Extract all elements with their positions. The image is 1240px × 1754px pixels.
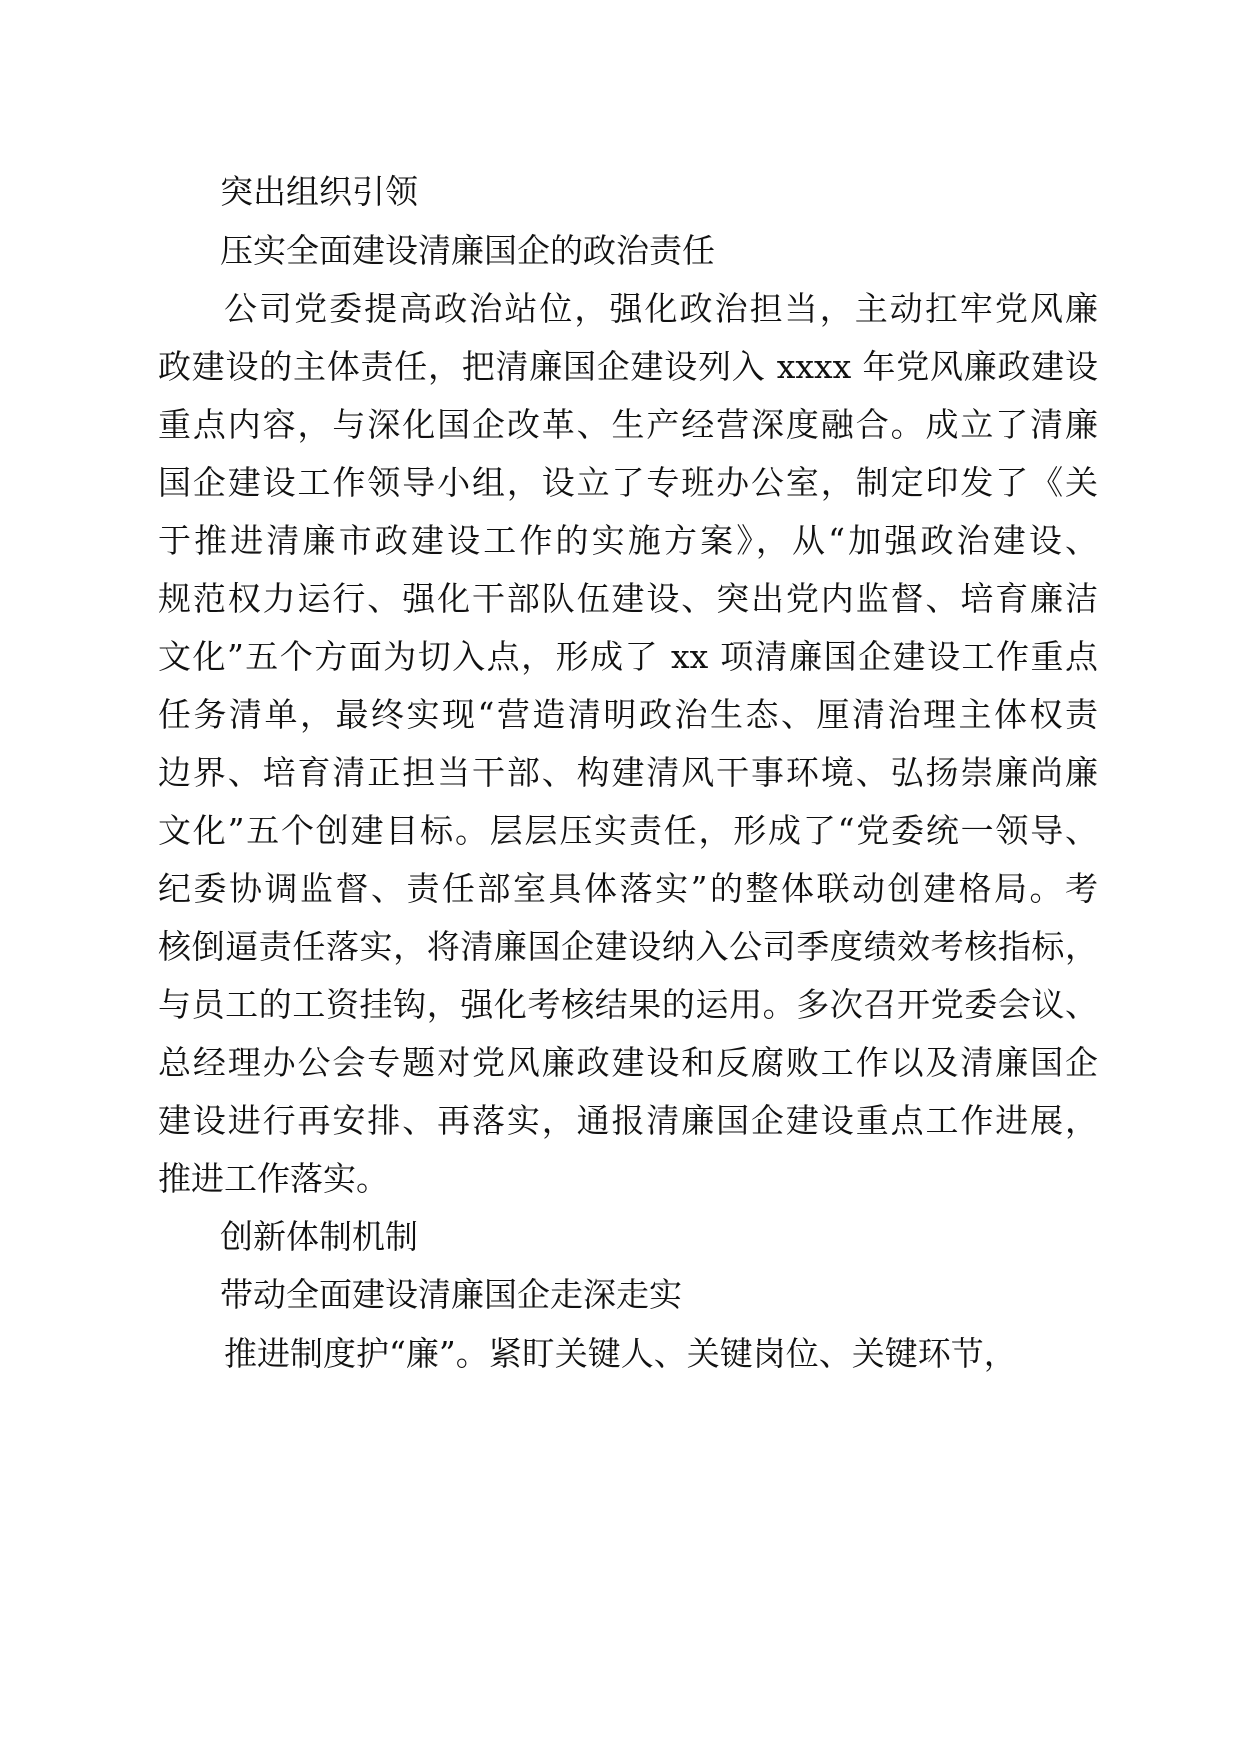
paragraph-line: 文化”五个方面为切入点，形成了 xx 项清廉国企建设工作重点 <box>158 637 1098 676</box>
section-heading-innovation-mechanism: 创新体制机制 <box>220 1217 418 1256</box>
section-heading-organization-lead: 突出组织引领 <box>220 172 418 211</box>
paragraph-line: 核倒逼责任落实，将清廉国企建设纳入公司季度绩效考核指标， <box>158 927 1098 966</box>
paragraph-line: 纪委协调监督、责任部室具体落实”的整体联动创建格局。考 <box>158 869 1098 908</box>
paragraph-line: 任务清单，最终实现“营造清明政治生态、厘清治理主体权责 <box>158 695 1098 734</box>
paragraph-line: 边界、培育清正担当干部、构建清风干事环境、弘扬崇廉尚廉 <box>158 753 1098 792</box>
paragraph-line: 于推进清廉市政建设工作的实施方案》，从“加强政治建设、 <box>158 521 1098 560</box>
section-subheading-political-responsibility: 压实全面建设清廉国企的政治责任 <box>220 231 715 270</box>
paragraph-line: 规范权力运行、强化干部队伍建设、突出党内监督、培育廉洁 <box>158 579 1098 618</box>
paragraph-line: 推进制度护“廉”。紧盯关键人、关键岗位、关键环节， <box>224 1334 1017 1373</box>
section-subheading-deepen-implementation: 带动全面建设清廉国企走深走实 <box>220 1275 682 1314</box>
paragraph-line: 公司党委提高政治站位，强化政治担当，主动扛牢党风廉 <box>224 289 1098 328</box>
paragraph-line: 文化”五个创建目标。层层压实责任，形成了“党委统一领导、 <box>158 811 1098 850</box>
paragraph-line: 国企建设工作领导小组，设立了专班办公室，制定印发了《关 <box>158 463 1098 502</box>
paragraph-line: 与员工的工资挂钩，强化考核结果的运用。多次召开党委会议、 <box>158 985 1098 1024</box>
paragraph-line-final: 推进工作落实。 <box>158 1159 389 1198</box>
paragraph-line: 重点内容，与深化国企改革、生产经营深度融合。成立了清廉 <box>158 405 1098 444</box>
paragraph-line: 政建设的主体责任，把清廉国企建设列入 xxxx 年党风廉政建设 <box>158 347 1098 386</box>
paragraph-line: 建设进行再安排、再落实，通报清廉国企建设重点工作进展， <box>158 1101 1098 1140</box>
paragraph-line: 总经理办公会专题对党风廉政建设和反腐败工作以及清廉国企 <box>158 1043 1098 1082</box>
